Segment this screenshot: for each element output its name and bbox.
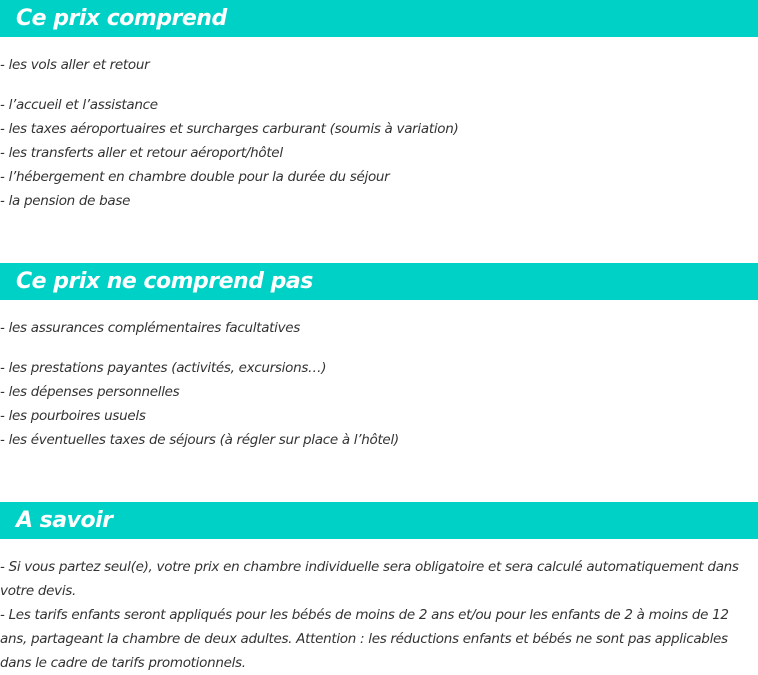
list-item: - les dépenses personnelles <box>0 384 180 400</box>
includes-title: Ce prix comprend <box>16 5 227 31</box>
excludes-header <box>0 263 758 300</box>
notes-paragraph-children: - Les tarifs enfants seront appliqués pour les bébés de moins de 2 ans et/ou pour les enfants de 2 à moins de 12 ans, partageant la chambre de deux adultes. Attention : les réductions enfants et bébés ne sont pas applicables dans le cadre de tarifs promotionnels. <box>0 607 729 671</box>
list-item: - les taxes aéroportuaires et surcharges carburant (soumis à variation) <box>0 121 459 137</box>
excludes-title: Ce prix ne comprend pas <box>16 268 313 294</box>
list-item: - les transferts aller et retour aéroport/hôtel <box>0 145 283 161</box>
includes-header <box>0 0 758 37</box>
list-item: - la pension de base <box>0 193 131 209</box>
list-item: - les éventuelles taxes de séjours (à régler sur place à l’hôtel) <box>0 432 399 448</box>
list-item: - l’accueil et l’assistance <box>0 97 158 113</box>
list-item: - les pourboires usuels <box>0 408 146 424</box>
excludes-list <box>0 316 758 452</box>
includes-list <box>0 53 758 213</box>
notes-title: A savoir <box>16 507 113 533</box>
list-item: - les assurances complémentaires facultatives <box>0 320 301 336</box>
list-item: - l’hébergement en chambre double pour la durée du séjour <box>0 169 390 185</box>
notes-header <box>0 502 758 539</box>
list-item: - les vols aller et retour <box>0 57 150 73</box>
list-item: - les prestations payantes (activités, excursions…) <box>0 360 327 376</box>
notes-paragraph-solo: - Si vous partez seul(e), votre prix en chambre individuelle sera obligatoire et sera calculé automatiquement dans votre devis. <box>0 559 739 599</box>
